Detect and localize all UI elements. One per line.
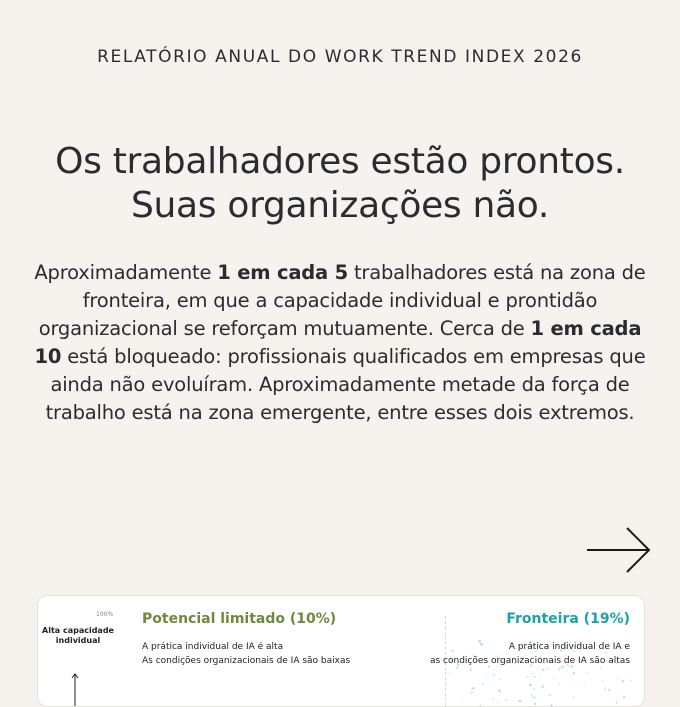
scatter-dot [471, 691, 473, 693]
scatter-dot [573, 697, 575, 699]
scatter-dot [462, 698, 463, 699]
scatter-dot [533, 676, 535, 678]
scatter-dot [549, 694, 551, 696]
scatter-dot [559, 669, 560, 670]
scatter-dot [623, 696, 625, 698]
headline-line-1: Os trabalhadores estão prontos. [55, 141, 625, 182]
scatter-dot [573, 672, 575, 674]
scatter-dot [534, 703, 536, 705]
frontier-desc-line-1: A prática individual de IA e [508, 642, 630, 652]
scatter-dot [529, 683, 532, 686]
y-axis-label-line-1: Alta capacidade [42, 626, 114, 635]
body-highlight-2: 1 em cada 10 [34, 317, 642, 368]
body-text-part-3: está bloqueado: profissionais qualificados em empresas que ainda não evoluíram. Aproximadamente metade da força de trabalho está na zona emergente, entre esses dois extremos. [45, 345, 646, 424]
scatter-dot [532, 673, 533, 674]
scatter-dot [479, 704, 481, 706]
scatter-dot [583, 682, 585, 684]
body-highlight-1: 1 em cada 5 [217, 261, 348, 284]
y-axis-label-line-2: individual [55, 636, 101, 645]
scatter-dot [492, 698, 494, 700]
scatter-dot [586, 672, 588, 674]
next-slide-button[interactable] [585, 525, 653, 575]
body-text-part-1: Aproximadamente [34, 261, 218, 284]
scatter-dot [472, 687, 474, 689]
scatter-dot [551, 704, 553, 706]
y-axis-label [42, 626, 114, 646]
scatter-dot [498, 690, 500, 692]
scatter-dot [482, 683, 484, 685]
frontier-title: Fronteira (19%) [506, 611, 630, 627]
scatter-dot [608, 689, 610, 691]
arrow-up-icon [70, 672, 80, 706]
report-eyebrow: RELATÓRIO ANUAL DO WORK TREND INDEX 2026 [97, 47, 583, 67]
scatter-dot [530, 695, 532, 697]
scatter-dot [617, 677, 618, 678]
scatter-dot [505, 699, 507, 701]
scatter-dot [533, 688, 535, 690]
scatter-dot [470, 669, 473, 672]
limited-potential-description [142, 640, 350, 668]
limited-potential-desc-line-1: A prática individual de IA é alta [142, 642, 284, 652]
scatter-dot [541, 686, 543, 688]
scatter-dot [519, 700, 521, 702]
scatter-dot [542, 669, 544, 671]
scatter-dot [558, 683, 560, 685]
scatter-dot [533, 696, 535, 698]
scatter-dot [493, 674, 495, 676]
scatter-dot [485, 674, 487, 676]
scatter-dot [616, 702, 618, 704]
scatter-dot [498, 703, 499, 704]
scatter-dot [604, 688, 606, 690]
scatter-dot [630, 680, 632, 682]
body-paragraph [30, 259, 650, 427]
frontier-desc-line-2: as condições organizacionais de IA são altas [429, 656, 630, 666]
scatter-dot [447, 672, 449, 674]
scatter-dot [527, 676, 529, 678]
axis-max-label: 100% [96, 611, 114, 618]
scatter-dot [630, 674, 631, 675]
scatter-dot [541, 677, 542, 678]
page-headline [0, 140, 680, 228]
scatter-dot [553, 677, 554, 678]
limited-potential-desc-line-2: As condições organizacionais de IA são baixas [142, 656, 351, 666]
scatter-dot [602, 680, 604, 682]
frontier-description [430, 640, 630, 668]
arrow-right-icon [585, 525, 653, 575]
quadrant-chart-card [37, 595, 645, 707]
scatter-dot [622, 680, 624, 682]
limited-potential-title: Potencial limitado (10%) [142, 611, 337, 627]
headline-line-2: Suas organizações não. [130, 185, 550, 226]
body-text-part-2: trabalhadores está na zona de fronteira, em que a capacidade individual e prontidão organizacional se reforçam mutuamente. Cerca de [38, 261, 646, 340]
